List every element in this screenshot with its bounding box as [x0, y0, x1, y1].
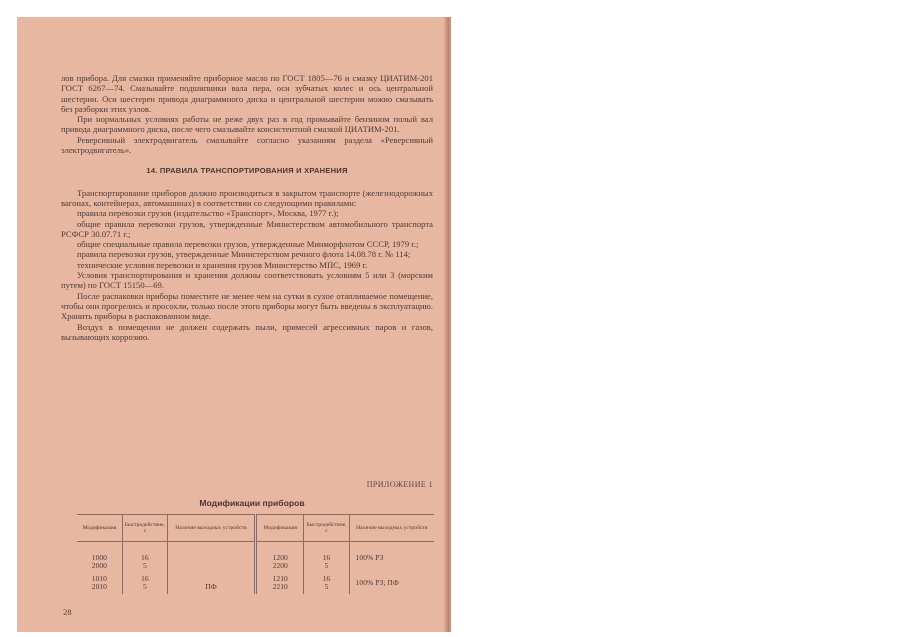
- appendix-label: ПРИЛОЖЕНИЕ 1: [366, 480, 433, 489]
- cell-outputs: ПФ: [167, 573, 255, 594]
- list-item: общие правила перевозки грузов, утвержденные Министерством автомобильного транспорта РСФСР 30.07.71 г.;: [61, 218, 433, 239]
- list-item: общие специальные правила перевозки грузов, утвержденные Минморфлотом СССР, 1979 г.;: [77, 239, 419, 250]
- table-row: [77, 542, 434, 573]
- paragraph-continuation: лов прибора. Для смазки применяйте приборное масло по ГОСТ 1805—76 и смазку ЦИАТИМ-201 ГОСТ 6267—74. Смазывайте подшипники вала пера, оси зубчатых колес и ось центральной шестерни. Оси шестерен привода диаграммного диска и центральной шестерни можно смазывать без разборки этих узлов.: [61, 73, 433, 114]
- table-title: Модификации приборов: [199, 498, 305, 508]
- cell-modification: 1200 2200: [255, 542, 303, 573]
- cell-modification: 1000 2000: [91, 553, 107, 571]
- header-cell: Наличие выходных устройств: [349, 515, 434, 542]
- header-cell: Наличие выходных устройств: [167, 515, 255, 542]
- paragraph: Реверсивный электродвигатель смазывайте согласно указаниям раздела «Реверсивный электродвигатель».: [61, 134, 433, 156]
- table-header-row: [77, 515, 434, 542]
- list-item: технические условия перевозки и хранения грузов Министерство МПС, 1969 г.: [77, 259, 368, 270]
- header-cell: Модификация: [77, 515, 122, 542]
- book-page: [17, 17, 449, 632]
- cell-modification: 1210 2210: [255, 573, 303, 594]
- header-cell: Модификация: [255, 515, 303, 542]
- paragraph: При нормальных условиях работы не реже двух раз в год промывайте бензином полый вал привода диаграммного диска, после чего смазывайте консистентной смазкой ЦИАТИМ-201.: [61, 114, 433, 135]
- paragraph: Условия транспортирования и хранения должны соответствовать условиям 5 или 3 (морским путем) по ГОСТ 15150—69.: [61, 270, 433, 291]
- paragraph: Транспортирование приборов должно производиться в закрытом транспорте (железнодорожных вагонах, контейнерах, автомашинах) в соответствии со следующими правилами:: [61, 187, 433, 208]
- section-heading: 14. ПРАВИЛА ТРАНСПОРТИРОВАНИЯ И ХРАНЕНИЯ: [146, 166, 348, 176]
- cell-speed: 16 5: [304, 573, 349, 594]
- cell-speed: 16 5: [304, 542, 349, 573]
- cell-speed: 16 5: [122, 542, 167, 573]
- header-cell: Быстродействие, с: [304, 515, 349, 542]
- table-row: [77, 573, 434, 594]
- header-cell: Быстродействие, с: [122, 515, 167, 542]
- paragraph: После распаковки приборы поместите не менее чем на сутки в сухое отапливаемое помещение, чтобы они прогрелись и просохли, только после этого приборы могут быть введены в эксплуатацию. Хранить приборы в распакованном виде.: [61, 290, 433, 322]
- cell-modification: 1010 2010: [91, 573, 107, 592]
- page-number: 28: [63, 607, 72, 617]
- cell-speed: 16 5: [122, 573, 167, 594]
- list-item: правила перевозки грузов (издательство «Транспорт», Москва, 1977 г.);: [77, 208, 339, 219]
- cell-outputs: 100% РЗ; ПФ: [349, 573, 434, 594]
- list-item: правила перевозки грузов, утвержденные Министерством речного флота 14.08.78 г. № 114;: [77, 249, 411, 260]
- modifications-table: [77, 514, 434, 594]
- cell-outputs: [167, 542, 255, 573]
- paragraph: Воздух в помещении не должен содержать пыли, примесей агрессивных паров и газов, вызывающих коррозию.: [61, 321, 433, 342]
- page-body: [61, 73, 433, 342]
- cell-outputs: 100% РЗ: [349, 542, 434, 573]
